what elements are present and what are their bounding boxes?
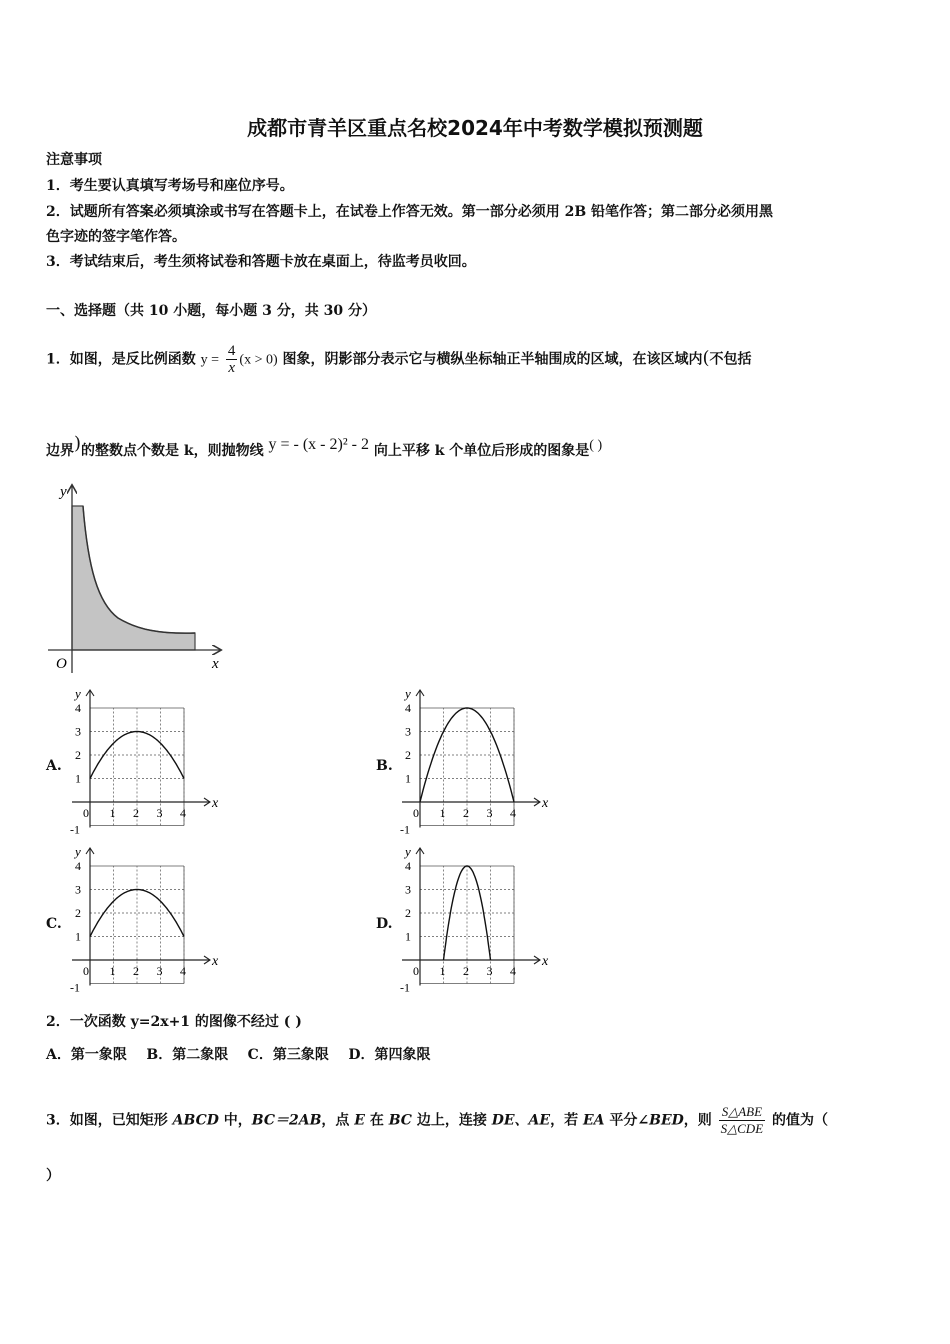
y-tick-label: 4 (405, 859, 411, 873)
question-1-line-1 (46, 343, 752, 376)
y-tick-label: 3 (405, 724, 411, 739)
notice-item-1: 1．考生要认真填写考场号和座位序号。 (46, 178, 294, 194)
q3-area-ratio (719, 1104, 766, 1137)
x-tick-label: 4 (510, 806, 516, 820)
y-tick-label: 2 (75, 906, 81, 920)
q3-bed: BED (649, 1112, 684, 1129)
x-tick-label: 1 (439, 964, 446, 978)
q1-prefix: 1．如图，是反比例函数 (46, 351, 196, 368)
q1-option-a-label[interactable]: A. (46, 758, 62, 774)
q3-mid7: ，则 (683, 1112, 712, 1129)
y-tick-label: 3 (75, 882, 81, 897)
x-tick-label: 1 (109, 806, 116, 820)
q3-mid6: 平分∠ (604, 1112, 650, 1129)
q1-option-b-graph[interactable] (400, 686, 550, 834)
graph-x-label: x (212, 796, 219, 811)
y-tick-label: 3 (405, 882, 411, 897)
main-x-label: x (212, 656, 219, 672)
x-tick-label: 4 (180, 964, 186, 978)
notice-item-2-cont: 色字迹的签字笔作答。 (46, 229, 186, 245)
q3-tail: 的值为（ (772, 1112, 829, 1129)
x-tick-label: 1 (439, 806, 446, 820)
y-tick-label: 2 (75, 748, 81, 762)
q1-line2-c: 向上平移 k 个单位后形成的图象是 (373, 443, 590, 459)
graph-y-label: y (75, 844, 81, 859)
q1-func-condition: (x > 0) (239, 352, 278, 368)
q3-prefix: 3．如图，已知矩形 (46, 1112, 173, 1129)
q1-func-fraction (226, 343, 238, 376)
question-3-close: ） (46, 1168, 60, 1184)
q3-ratio-denominator: S△CDE (720, 1121, 764, 1136)
y-tick-label-neg: -1 (400, 980, 410, 992)
parabola-curve (90, 890, 184, 937)
y-tick-label-neg: -1 (70, 980, 80, 992)
q1-parabola: y = - (x - 2)² - 2 (268, 436, 369, 453)
q1-paren-close: ) (74, 433, 82, 454)
q3-mid5: ，若 (550, 1112, 583, 1129)
x-tick-label: 4 (510, 964, 516, 978)
graph-x-label: x (212, 954, 219, 969)
section-heading: 一、选择题（共 10 小题，每小题 3 分，共 30 分） (46, 303, 376, 319)
y-tick-label: 4 (75, 859, 81, 873)
x-tick-label: 3 (156, 806, 163, 820)
q1-middle: 图象，阴影部分表示它与横纵坐标轴正半轴围成的区域，在该区域内 (282, 351, 703, 368)
q3-de-ae: DE、AE (491, 1112, 551, 1129)
graph-y-label: y (405, 686, 411, 701)
parabola-curve (90, 732, 184, 779)
graph-x-label: x (542, 796, 549, 811)
q1-paren-open: ( (702, 347, 710, 369)
y-tick-label: 3 (75, 724, 81, 739)
graph-y-label: y (405, 844, 411, 859)
y-tick-label: 2 (405, 906, 411, 920)
x-tick-label: 3 (156, 964, 163, 978)
q3-mid4: 边上，连接 (411, 1112, 492, 1129)
q3-abcd: ABCD (172, 1112, 219, 1129)
y-tick-label: 1 (405, 929, 411, 944)
x-tick-label: 3 (486, 964, 493, 978)
question-2-options: A．第一象限 B．第二象限 C．第三象限 D．第四象限 (46, 1047, 431, 1063)
y-tick-label: 1 (75, 771, 81, 786)
x-tick-label: 0 (83, 964, 89, 978)
q1-main-figure (40, 478, 240, 678)
x-tick-label: 0 (83, 806, 89, 820)
question-2-text: 2．一次函数 y=2x+1 的图像不经过 ( ) (46, 1014, 302, 1030)
q3-mid1: 中， (218, 1112, 252, 1129)
q1-line2-b: 的整数点个数是 k，则抛物线 (81, 443, 264, 459)
x-tick-label: 1 (109, 964, 116, 978)
q1-option-d-label[interactable]: D. (376, 916, 393, 932)
y-tick-label-neg: -1 (400, 822, 410, 834)
x-tick-label: 0 (413, 806, 419, 820)
q1-option-c-graph[interactable] (70, 844, 220, 992)
q1-answer-paren: ( ) (589, 438, 603, 453)
notice-item-2: 2．试题所有答案必须填涂或书写在答题卡上，在试卷上作答无效。第一部分必须用 2B 铅笔作答；第二部分必须用黑 (46, 204, 774, 220)
graph-x-label: x (542, 954, 549, 969)
y-tick-label-neg: -1 (70, 822, 80, 834)
question-3-line-1 (46, 1104, 828, 1137)
y-tick-label: 4 (405, 701, 411, 715)
q1-option-b-label[interactable]: B. (376, 758, 393, 774)
q1-func-denominator: x (228, 360, 235, 376)
y-tick-label: 1 (405, 771, 411, 786)
y-tick-label: 1 (75, 929, 81, 944)
x-tick-label: 2 (133, 806, 139, 820)
notice-item-3: 3．考试结束后，考生须将试卷和答题卡放在桌面上，待监考员收回。 (46, 254, 476, 270)
q1-line2-a: 边界 (46, 443, 74, 459)
q3-bc2ab: BC＝2AB (251, 1112, 322, 1129)
q3-ea: EA (582, 1112, 605, 1129)
graph-y-label: y (75, 686, 81, 701)
q1-option-a-graph[interactable] (70, 686, 220, 834)
notice-heading: 注意事项 (46, 152, 102, 168)
page-title: 成都市青羊区重点名校2024年中考数学模拟预测题 (247, 116, 703, 140)
x-tick-label: 0 (413, 964, 419, 978)
x-tick-label: 2 (463, 806, 469, 820)
y-tick-label: 4 (75, 701, 81, 715)
q3-mid2: ，点 (321, 1112, 355, 1129)
q3-bc: BC (388, 1112, 412, 1129)
x-tick-label: 3 (486, 806, 493, 820)
main-origin-label: O (56, 656, 67, 672)
q3-e: E (354, 1112, 365, 1129)
q1-func-y: y = (200, 352, 220, 368)
shaded-region (72, 506, 195, 650)
question-1-line-2 (46, 434, 602, 461)
q1-option-d-graph[interactable] (400, 844, 550, 992)
q1-tail: 不包括 (709, 351, 752, 368)
main-y-label: y (60, 484, 67, 500)
x-tick-label: 2 (133, 964, 139, 978)
q3-ratio-numerator: S△ABE (719, 1104, 766, 1121)
y-tick-label: 2 (405, 748, 411, 762)
x-tick-label: 2 (463, 964, 469, 978)
q1-func-numerator: 4 (227, 343, 236, 359)
q3-mid3: 在 (364, 1112, 389, 1129)
q1-option-c-label[interactable]: C. (46, 916, 62, 932)
x-tick-label: 4 (180, 806, 186, 820)
